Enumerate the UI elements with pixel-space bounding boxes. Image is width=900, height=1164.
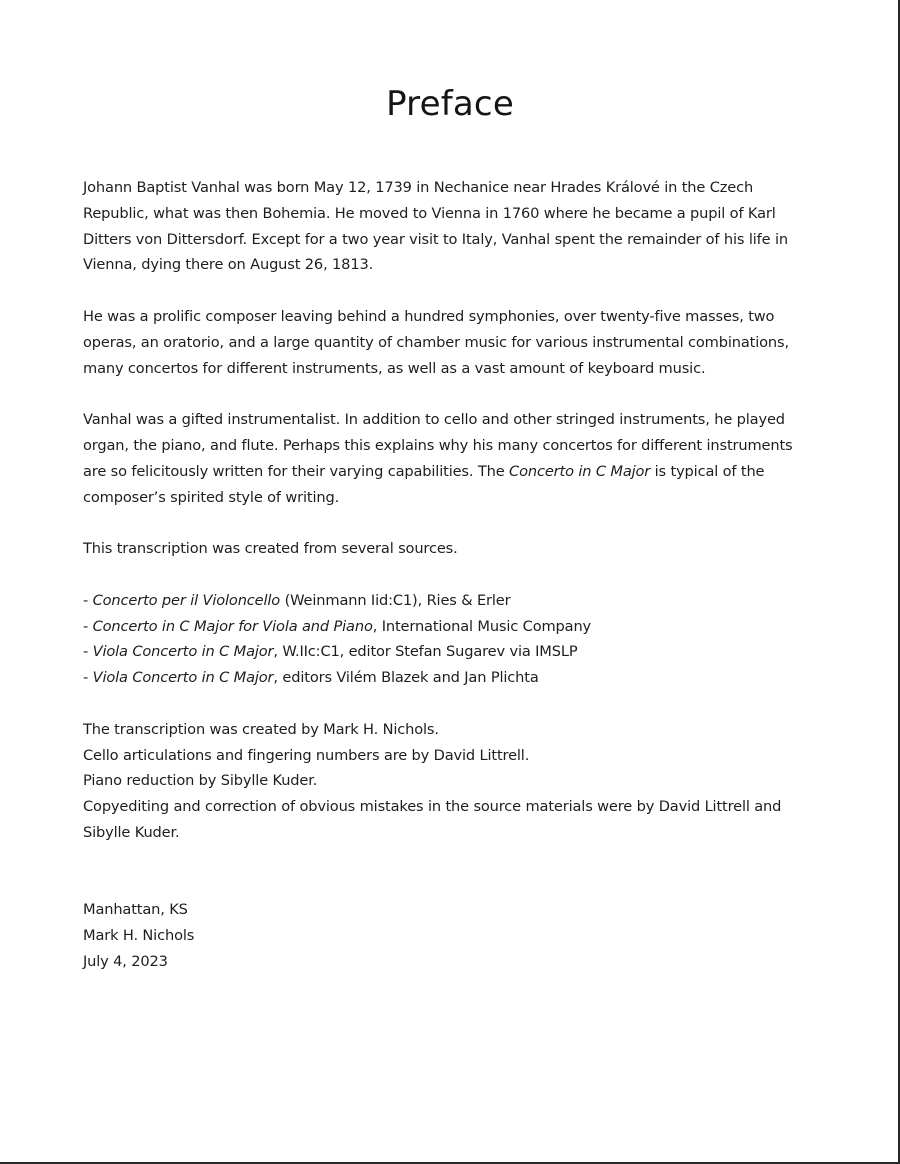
preface-body — [83, 175, 818, 975]
source-title: Viola Concerto in C Major — [92, 643, 274, 661]
source-details: (Weinmann Iid:C1), Ries & Erler — [280, 591, 511, 609]
list-item-prefix: - — [83, 591, 93, 609]
credit-line-transcription: The transcription was created by Mark H. Nichols. — [83, 720, 439, 738]
source-title: Viola Concerto in C Major — [92, 669, 274, 687]
list-item-prefix: - — [83, 617, 93, 635]
concerto-title: Concerto in C Major — [509, 462, 651, 480]
list-item — [83, 614, 818, 640]
paragraph-instrumentalist — [83, 407, 818, 510]
credits-block — [83, 717, 818, 846]
credit-line-cello: Cello articulations and fingering numbers are by David Littrell. — [83, 746, 530, 764]
list-item-prefix: - — [83, 669, 93, 687]
spacer — [83, 846, 818, 898]
list-item — [83, 588, 818, 614]
paragraph-sources-intro: This transcription was created from several sources. — [83, 540, 458, 558]
instrumentalist-text-start: Vanhal was a gifted instrumentalist. In addition to cello and other stringed instruments, he played organ, the piano, and flute. Perhaps this explains why his many concertos for different instruments are so felicitously written for their varying capabilities. The — [83, 411, 793, 480]
signature-place: Manhattan, KS — [83, 901, 188, 919]
credit-line-piano: Piano reduction by Sibylle Kuder. — [83, 772, 318, 790]
credit-line-copyediting: Copyediting and correction of obvious mistakes in the source materials were by David Littrell and Sibylle Kuder. — [83, 798, 782, 841]
list-item-prefix: - — [83, 643, 93, 661]
sources-list — [83, 588, 818, 691]
source-details: , editors Vilém Blazek and Jan Plichta — [273, 669, 539, 687]
list-item — [83, 665, 818, 691]
signature-date: July 4, 2023 — [83, 952, 168, 970]
instrumentalist-text-end: is typical of the composer’s spirited style of writing. — [83, 462, 765, 506]
signature-block — [83, 897, 818, 974]
list-item — [83, 639, 818, 665]
source-details: , W.IIc:C1, editor Stefan Sugarev via IMSLP — [273, 643, 578, 661]
paragraph-biography: Johann Baptist Vanhal was born May 12, 1739 in Nechanice near Hrades Králové in the Czech Republic, what was then Bohemia. He moved to Vienna in 1760 where he became a pupil of Karl Ditters von Dittersdorf. Except for a two year visit to Italy, Vanhal spent the remainder of his life in Vienna, dying there on August 26, 1813. — [83, 179, 788, 274]
source-details: , International Music Company — [372, 617, 592, 635]
paragraph-works: He was a prolific composer leaving behind a hundred symphonies, over twenty-five masses, two operas, an oratorio, and a large quantity of chamber music for various instrumental combinations, many concertos for different instruments, as well as a vast amount of keyboard music. — [83, 307, 789, 377]
source-title: Concerto per il Violoncello — [92, 591, 281, 609]
signature-name: Mark H. Nichols — [83, 927, 195, 945]
page-title: Preface — [386, 84, 514, 124]
source-title: Concerto in C Major for Viola and Piano — [92, 617, 373, 635]
